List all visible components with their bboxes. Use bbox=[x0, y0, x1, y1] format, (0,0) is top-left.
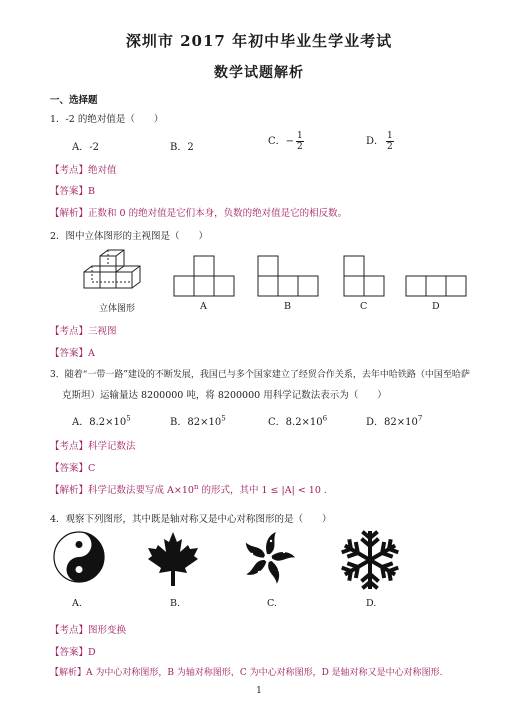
q2-figure-label: 立体图形 bbox=[99, 304, 136, 314]
q1-stem: 1．-2 的绝对值是（ ） bbox=[50, 114, 164, 125]
q1-answer: 【答案】B bbox=[50, 186, 95, 197]
q3-point: 【考点】科学记数法 bbox=[50, 441, 136, 452]
maple-leaf-icon bbox=[145, 530, 201, 588]
q2-option-c-label: C bbox=[360, 301, 368, 312]
q3-option-a: A．$8.2\times 10^5$ bbox=[72, 414, 131, 428]
q2-answer: 【答案】A bbox=[50, 348, 95, 359]
q1-option-a: A．-2 bbox=[72, 142, 99, 153]
snowflake-icon bbox=[338, 530, 402, 590]
q1-option-d bbox=[366, 131, 394, 152]
q3-option-d: D．$82\times 10^7$ bbox=[366, 414, 423, 428]
q3-option-b: B．$82\times 10^5$ bbox=[170, 414, 226, 428]
yin-yang-icon bbox=[52, 530, 106, 584]
q2-option-d-view bbox=[404, 274, 468, 298]
q2-solid-figure bbox=[82, 248, 162, 300]
q2-stem: 2．图中立体图形的主视图是（ ） bbox=[50, 231, 209, 242]
page-number: 1 bbox=[256, 686, 262, 696]
q3-analysis: 【解析】科学记数法要写成 $A\times 10^n$ 的形式，其中 1 ≤ |A| < 10 . bbox=[50, 482, 327, 496]
q1-point: 【考点】绝对值 bbox=[50, 165, 117, 176]
page-title: 深圳市 2017 年初中毕业生学业考试 bbox=[125, 32, 393, 50]
q1-option-b: B．2 bbox=[170, 142, 194, 153]
q2-option-c-view bbox=[342, 254, 386, 298]
q2-option-a-view bbox=[172, 254, 236, 298]
q1-option-c bbox=[268, 131, 304, 152]
q2-point: 【考点】三视图 bbox=[50, 326, 117, 337]
q4-option-c-label: C. bbox=[267, 598, 277, 609]
section-heading: 一、选择题 bbox=[50, 95, 98, 106]
q4-answer: 【答案】D bbox=[50, 647, 96, 658]
q4-option-d-label: D. bbox=[366, 598, 377, 609]
page-subtitle: 数学试题解析 bbox=[214, 65, 304, 81]
q3-stem-line1: 3．随着“一带一路”建设的不断发展，我国已与多个国家建立了经贸合作关系，去年中哈铁路（中国至哈萨 bbox=[50, 370, 470, 380]
q3-stem-line2: 克斯坦）运输量达 8200000 吨，将 8200000 用科学记数法表示为（ ） bbox=[62, 390, 387, 401]
q3-option-c: C．$8.2\times 10^6$ bbox=[268, 414, 328, 428]
q4-point: 【考点】图形变换 bbox=[50, 625, 127, 636]
q1-option-d-prefix: D． bbox=[366, 136, 385, 147]
q4-analysis: 【解析】A 为中心对称图形，B 为轴对称图形，C 为中心对称图形，D 是轴对称又是中心对称图形. bbox=[50, 668, 443, 678]
q2-option-a-label: A bbox=[200, 301, 207, 312]
q3-answer: 【答案】C bbox=[50, 463, 96, 474]
q4-option-b-label: B. bbox=[170, 598, 181, 609]
q2-option-b-view bbox=[256, 254, 320, 298]
q2-option-d-label: D bbox=[432, 301, 440, 312]
q1-option-c-fraction: $\frac{1}{2}$ bbox=[297, 131, 303, 152]
bauhinia-icon bbox=[240, 530, 296, 586]
q1-analysis: 【解析】正数和 0 的绝对值是它们本身，负数的绝对值是它的相反数。 bbox=[50, 208, 348, 219]
q1-option-d-fraction: $\frac{1}{2}$ bbox=[387, 131, 393, 152]
q4-stem: 4．观察下列图形，其中既是轴对称又是中心对称图形的是（ ） bbox=[50, 514, 332, 525]
q2-option-b-label: B bbox=[284, 301, 291, 312]
q4-option-a-label: A. bbox=[72, 598, 82, 609]
q1-option-c-prefix: C．− bbox=[268, 136, 295, 147]
